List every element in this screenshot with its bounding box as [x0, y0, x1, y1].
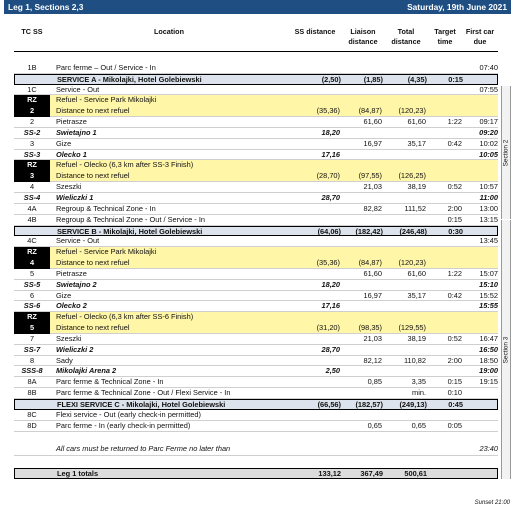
- cell-loc: Refuel - Olecko (6,3 km after SS-3 Finish): [56, 160, 194, 170]
- cell-ss: (66,56): [317, 400, 341, 409]
- cell-ss: (2,50): [321, 74, 341, 84]
- cell-fc: 07:55: [479, 84, 498, 94]
- cell-li: 16,97: [363, 290, 382, 300]
- cell-loc: Swietajno 1: [56, 127, 97, 137]
- cell-tc: 8B: [27, 388, 37, 398]
- cell-loc: Flexi service - Out (early check-in permitted): [56, 409, 201, 419]
- cell-to: (4,35): [407, 74, 427, 84]
- table-row: [14, 63, 498, 74]
- table-row: [14, 323, 498, 334]
- cell-ta: 2:00: [447, 203, 462, 213]
- cell-ta: 0:15: [447, 377, 462, 387]
- cell-fc: 23:40: [479, 444, 498, 454]
- cell-tc: 6: [29, 290, 35, 300]
- table-header-row: [14, 24, 498, 52]
- cell-loc: Refuel - Service Park Mikolajki: [56, 247, 157, 257]
- cell-loc: Gize: [56, 290, 72, 300]
- cell-to: 110,82: [403, 355, 426, 365]
- page-header-bar: [4, 0, 511, 14]
- cell-to: 35,17: [407, 138, 426, 148]
- cell-tc: SS-4: [23, 192, 41, 202]
- cell-to: (249,13): [399, 400, 427, 409]
- cell-ss: (28,70): [316, 171, 340, 181]
- cell-fc: 15:10: [479, 279, 498, 289]
- cell-ss: 28,70: [321, 344, 340, 354]
- table-row: [14, 388, 498, 399]
- table-row: [14, 117, 498, 128]
- table-row: [14, 301, 498, 312]
- cell-ta: 0:15: [447, 214, 462, 224]
- section-2-marker: [501, 86, 511, 219]
- cell-loc: Olecko 2: [56, 301, 87, 311]
- section-2-label: Section 2: [502, 139, 510, 166]
- cell-li: (98,35): [358, 323, 382, 333]
- cell-tc: 7: [29, 333, 35, 343]
- itinerary-table: [14, 24, 498, 479]
- col-header-liaison-distance: Liaison distance: [348, 27, 378, 46]
- cell-fc: 11:00: [479, 192, 498, 202]
- cell-tc: 2: [14, 106, 50, 117]
- cell-fc: 10:05: [479, 149, 498, 159]
- cell-ta: 0:05: [447, 420, 462, 430]
- cell-loc: Leg 1 totals: [57, 469, 99, 479]
- table-row: [14, 193, 498, 204]
- cell-to: min.: [412, 388, 426, 398]
- cell-ss: 28,70: [321, 192, 340, 202]
- cell-to: (120,23): [398, 106, 426, 116]
- cell-ss: 2,50: [325, 366, 340, 376]
- cell-tc: 1B: [27, 62, 37, 72]
- cell-to: (246,48): [399, 226, 427, 236]
- cell-loc: Parc ferme & Technical Zone - Out / Flexi Service - In: [56, 388, 231, 398]
- table-row: [14, 280, 498, 291]
- table-row: [14, 258, 498, 269]
- cell-li: 61,60: [363, 117, 382, 127]
- cell-tc: 4B: [27, 214, 37, 224]
- cell-tc: 8C: [27, 409, 37, 419]
- cell-to: (129,55): [398, 323, 426, 333]
- cell-li: 21,03: [363, 182, 382, 192]
- cell-tc: 1C: [27, 84, 37, 94]
- table-row: [14, 468, 498, 479]
- cell-to: (126,25): [398, 171, 426, 181]
- cell-to: 61,60: [407, 117, 426, 127]
- cell-loc: SERVICE A - Mikolajki, Hotel Golebiewski: [57, 74, 202, 84]
- cell-ta: 0:10: [447, 388, 462, 398]
- cell-loc: Distance to next refuel: [56, 258, 130, 268]
- cell-fc: 19:15: [479, 377, 498, 387]
- cell-loc: Wieliczki 1: [56, 192, 94, 202]
- spacer-row: [14, 456, 498, 467]
- cell-tc: SS-6: [23, 301, 41, 311]
- table-row: [14, 139, 498, 150]
- cell-li: 0,65: [367, 420, 382, 430]
- cell-li: (97,55): [358, 171, 382, 181]
- cell-li: 82,82: [363, 203, 382, 213]
- table-row: [14, 247, 498, 258]
- table-row: [14, 182, 498, 193]
- col-header-location: Location: [154, 27, 184, 36]
- table-row: [14, 377, 498, 388]
- table-row: [14, 291, 498, 302]
- cell-tc: 3: [29, 138, 35, 148]
- cell-ta: 0:45: [448, 400, 463, 409]
- cell-fc: 19:00: [479, 366, 498, 376]
- col-header-first-car-due: First car due: [465, 27, 495, 46]
- cell-tc: 4: [14, 258, 50, 269]
- cell-loc: Distance to next refuel: [56, 106, 130, 116]
- cell-ta: 0:52: [447, 333, 462, 343]
- cell-loc: FLEXI SERVICE C - Mikolajki, Hotel Golebiewski: [57, 400, 226, 409]
- cell-loc: Mikolajki Arena 2: [56, 366, 117, 376]
- cell-tc: SS-5: [23, 279, 41, 289]
- cell-fc: 09:17: [479, 117, 498, 127]
- cell-fc: 10:57: [479, 182, 498, 192]
- cell-fc: 13:00: [479, 203, 498, 213]
- cell-loc: Gize: [56, 138, 72, 148]
- table-row: [14, 106, 498, 117]
- cell-ss: 17,16: [321, 301, 340, 311]
- cell-to: (120,23): [398, 258, 426, 268]
- cell-loc: Swietajno 2: [56, 279, 97, 289]
- col-header-target-time: Target time: [434, 27, 456, 46]
- table-row: [14, 215, 498, 226]
- cell-tc: 8: [29, 355, 35, 365]
- table-row: [14, 128, 498, 139]
- table-row: [14, 366, 498, 377]
- cell-ss: 17,16: [321, 149, 340, 159]
- cell-tc: SS-2: [23, 127, 41, 137]
- cell-loc: Service - Out: [56, 84, 100, 94]
- table-row: [14, 226, 498, 237]
- cell-loc: Distance to next refuel: [56, 171, 130, 181]
- cell-fc: 15:52: [479, 290, 498, 300]
- col-header-ss-distance: SS distance: [294, 27, 336, 36]
- table-body: [14, 52, 498, 479]
- table-row: [14, 85, 498, 96]
- cell-li: (182,57): [355, 400, 383, 409]
- cell-to: 35,17: [407, 290, 426, 300]
- cell-tc: 4: [29, 182, 35, 192]
- table-row: [14, 269, 498, 280]
- leg-title: Leg 1, Sections 2,3: [8, 2, 84, 12]
- cell-loc: Wieliczki 2: [56, 344, 94, 354]
- cell-ss: 133,12: [318, 469, 341, 479]
- table-row: [14, 236, 498, 247]
- cell-tc: 8D: [27, 420, 37, 430]
- cell-fc: 09:20: [479, 127, 498, 137]
- cell-loc: Refuel - Olecko (6,3 km after SS-6 Finish): [56, 312, 194, 322]
- cell-loc: Parc ferme - In (early check-in permitted): [56, 420, 191, 430]
- cell-loc: Regroup & Technical Zone - Out / Service - In: [56, 214, 205, 224]
- table-row: [14, 150, 498, 161]
- table-row: [14, 421, 498, 432]
- table-row: [14, 160, 498, 171]
- table-row: [14, 399, 498, 410]
- cell-ta: 0:52: [447, 182, 462, 192]
- cell-loc: All cars must be returned to Parc Ferme no later than: [56, 444, 231, 454]
- cell-ta: 0:42: [447, 138, 462, 148]
- cell-loc: Refuel - Service Park Mikolajki: [56, 95, 157, 105]
- cell-li: 61,60: [363, 268, 382, 278]
- cell-li: 21,03: [363, 333, 382, 343]
- table-row: [14, 204, 498, 215]
- cell-tc: 4A: [27, 203, 37, 213]
- cell-fc: 18:50: [479, 355, 498, 365]
- cell-loc: Service - Out: [56, 236, 100, 246]
- cell-ta: 0:42: [447, 290, 462, 300]
- table-row: [14, 74, 498, 85]
- cell-ss: (64,06): [317, 226, 341, 236]
- cell-to: 38,19: [407, 182, 426, 192]
- cell-fc: 15:07: [479, 268, 498, 278]
- cell-ss: 18,20: [321, 279, 340, 289]
- cell-fc: 13:45: [479, 236, 498, 246]
- cell-ta: 0:15: [448, 74, 463, 84]
- cell-li: 0,85: [367, 377, 382, 387]
- cell-tc: RZ: [14, 95, 50, 106]
- cell-fc: 07:40: [479, 62, 498, 72]
- cell-tc: SS-7: [23, 344, 41, 354]
- cell-tc: 8A: [27, 377, 37, 387]
- cell-loc: Szeszki: [56, 333, 82, 343]
- col-header-total-distance: Total distance: [391, 27, 421, 46]
- cell-to: 61,60: [407, 268, 426, 278]
- cell-ta: 0:30: [448, 226, 463, 236]
- table-row: [14, 345, 498, 356]
- table-row: [14, 334, 498, 345]
- section-3-label: Section 3: [502, 336, 510, 363]
- cell-to: 0,65: [411, 420, 426, 430]
- cell-tc: 4C: [27, 236, 37, 246]
- cell-tc: RZ: [14, 160, 50, 171]
- cell-loc: SERVICE B - Mikolajki, Hotel Golebiewski: [57, 226, 203, 236]
- cell-ta: 1:22: [447, 268, 462, 278]
- cell-ss: (35,36): [316, 106, 340, 116]
- cell-li: (1,85): [363, 74, 383, 84]
- cell-loc: Distance to next refuel: [56, 323, 130, 333]
- table-row: [14, 410, 498, 421]
- cell-to: 500,61: [404, 469, 427, 479]
- cell-ta: 2:00: [447, 355, 462, 365]
- cell-fc: 10:02: [479, 138, 498, 148]
- cell-ta: 1:22: [447, 117, 462, 127]
- cell-loc: Sady: [56, 355, 73, 365]
- cell-to: 111,52: [404, 203, 426, 213]
- cell-fc: 16:50: [479, 344, 498, 354]
- cell-li: (84,87): [358, 258, 382, 268]
- cell-ss: 18,20: [321, 127, 340, 137]
- cell-loc: Parc ferme & Technical Zone - In: [56, 377, 164, 387]
- cell-tc: RZ: [14, 247, 50, 258]
- cell-ss: (31,20): [316, 323, 340, 333]
- table-row: [14, 171, 498, 182]
- cell-fc: 16:47: [479, 333, 498, 343]
- cell-tc: 3: [14, 171, 50, 182]
- cell-li: (182,42): [355, 226, 383, 236]
- cell-tc: RZ: [14, 312, 50, 323]
- sunset-note: Sunset 21:00: [474, 500, 510, 506]
- table-row: [14, 356, 498, 367]
- cell-fc: 15:55: [479, 301, 498, 311]
- spacer-row: [14, 432, 498, 443]
- spacer-row: [14, 52, 498, 63]
- cell-loc: Olecko 1: [56, 149, 87, 159]
- cell-li: (84,87): [358, 106, 382, 116]
- cell-fc: 13:15: [479, 214, 498, 224]
- cell-to: 38,19: [407, 333, 426, 343]
- cell-li: 367,49: [360, 469, 383, 479]
- table-row: [14, 442, 498, 456]
- cell-tc: 5: [14, 323, 50, 334]
- cell-li: 82,12: [363, 355, 382, 365]
- cell-loc: Pietrasze: [56, 117, 87, 127]
- cell-ss: (35,36): [316, 258, 340, 268]
- col-header-tc: TC SS: [21, 27, 43, 36]
- cell-tc: 5: [29, 268, 35, 278]
- cell-loc: Pietrasze: [56, 268, 87, 278]
- cell-li: 16,97: [363, 138, 382, 148]
- date-label: Saturday, 19th June 2021: [407, 2, 507, 12]
- cell-loc: Regroup & Technical Zone - In: [56, 203, 156, 213]
- cell-loc: Parc ferme – Out / Service - In: [56, 62, 156, 72]
- table-row: [14, 95, 498, 106]
- cell-tc: SS-3: [23, 149, 41, 159]
- cell-to: 3,35: [411, 377, 426, 387]
- table-row: [14, 312, 498, 323]
- cell-tc: 2: [29, 117, 35, 127]
- section-3-marker: [501, 220, 511, 479]
- cell-loc: Szeszki: [56, 182, 82, 192]
- cell-tc: SSS-8: [21, 366, 43, 376]
